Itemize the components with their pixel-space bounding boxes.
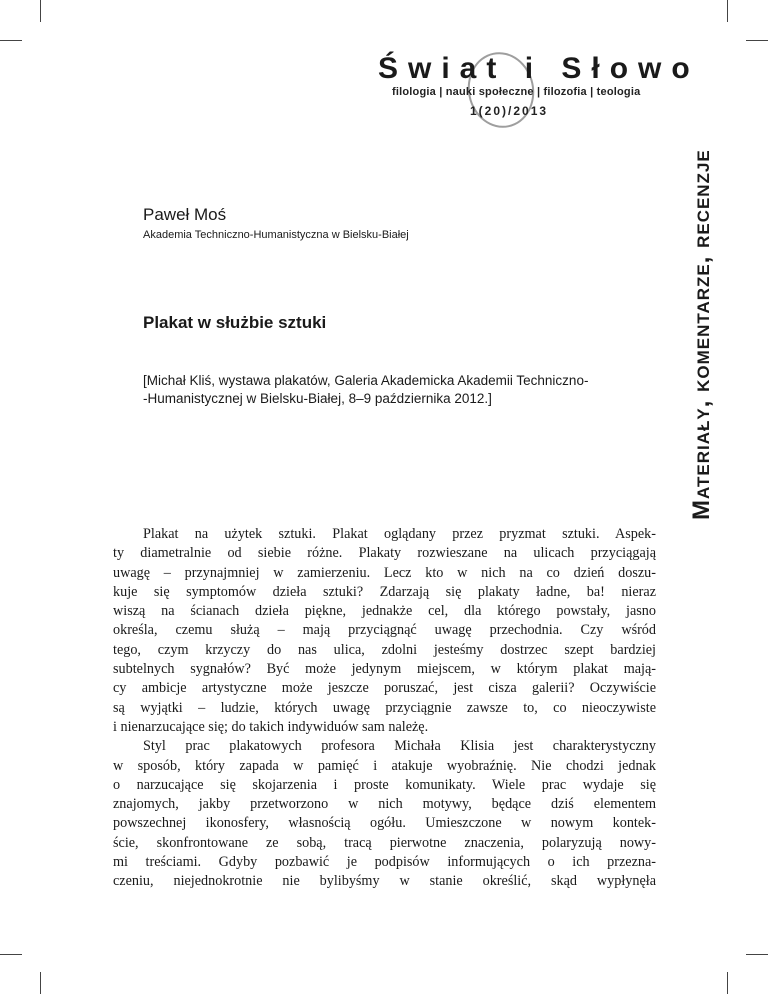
- paragraph-line: [113, 718, 656, 737]
- line-text: kuje się symptomów dzieła sztuki? Zdarzają się plakaty ładne, ba! nieraz: [113, 583, 656, 600]
- line-text: wiszą na ścianach dzieła piękne, jednakże cel, dla którego powstały, jasno: [113, 603, 656, 620]
- paragraph-line: [113, 660, 656, 679]
- crop-mark-top-right-v: [727, 0, 728, 22]
- line-text: o narzucające się skojarzenia i proste komunikaty. Wiele prac wydaje się: [113, 776, 656, 793]
- crop-mark-top-left-v: [40, 0, 41, 22]
- paragraph-line: [113, 544, 656, 563]
- paragraph-line: [113, 776, 656, 795]
- crop-mark-top-left-h: [0, 40, 22, 41]
- line-text: w sposób, który zapada w pamięć i atakuje wyobraźnię. Nie chodzi jednak: [113, 757, 656, 774]
- note-line: [Michał Kliś, wystawa plakatów, Galeria Akademicka Akademii Techniczno-: [143, 373, 589, 388]
- line-text: mi treściami. Gdyby pozbawić je podpisów informujących o ich przezna-: [113, 854, 656, 871]
- paragraph-line: [113, 525, 656, 544]
- line-text: powszechnej ikonosfery, własnością ogółu. Umieszczone w nowym kontek-: [113, 815, 656, 832]
- paragraph-line: [113, 699, 656, 718]
- article-note: [143, 372, 663, 408]
- line-text: Plakat na użytek sztuki. Plakat oglądany przez pryzmat sztuki. Aspek-: [143, 526, 656, 542]
- journal-subtitle: filologia | nauki społeczne | filozofia | teologia: [392, 86, 641, 98]
- author-affiliation: Akademia Techniczno-Humanistyczna w Bielsku-Białej: [143, 229, 409, 241]
- author-name: Paweł Moś: [143, 205, 227, 224]
- line-text: cy ambicje artystyczne może jeszcze poruszać, jest cisza galerii? Oczywiście: [113, 680, 656, 697]
- paragraph-line: [113, 679, 656, 698]
- line-text: są wyjątki – ludzie, których uwagę przyciągnie zawsze to, co nieoczywiste: [113, 699, 656, 716]
- line-text: znajomych, jakby przetworzono w nich motywy, będące dziś elementem: [113, 796, 656, 813]
- paragraph-line: [113, 621, 656, 640]
- paragraph-line: [113, 872, 656, 891]
- section-title: Materiały, komentarze, recenzje: [688, 149, 715, 520]
- paragraph-line: [113, 737, 656, 756]
- crop-mark-bottom-left-h: [0, 954, 22, 955]
- paragraph-line: [113, 814, 656, 833]
- crop-mark-bottom-right-v: [727, 972, 728, 994]
- article-body: [113, 525, 656, 892]
- paragraph-line: [113, 583, 656, 602]
- paragraph-line: [113, 564, 656, 583]
- crop-mark-bottom-left-v: [40, 972, 41, 994]
- line-text: Styl prac plakatowych profesora Michała Klisia jest charakterystyczny: [143, 738, 656, 755]
- paragraph-line: [113, 757, 656, 776]
- note-line: -Humanistycznej w Bielsku-Białej, 8–9 października 2012.]: [143, 391, 492, 406]
- paragraph-line: [113, 834, 656, 853]
- line-text: uwagę – przynajmniej w zamierzeniu. Lecz kto w nich na co dzień doszu-: [113, 564, 656, 581]
- journal-issue: 1(20)/2013: [470, 104, 549, 118]
- paragraph-line: [113, 602, 656, 621]
- line-text: czeniu, niejednokrotnie nie bylibyśmy w stanie określić, skąd wypłynęła: [113, 873, 656, 890]
- paragraph-line: [113, 853, 656, 872]
- line-text: ty diametralnie od siebie różne. Plakaty rozwieszane na ulicach przyciągają: [113, 545, 656, 562]
- line-text: określa, czemu służą – mają przyciągnąć uwagę przechodnia. Czy wśród: [113, 622, 656, 639]
- line-text: subtelnych sygnałów? Być może jedynym miejscem, w którym plakat mają-: [113, 661, 656, 678]
- paragraph-line: [113, 795, 656, 814]
- journal-title: Świat i Słowo: [378, 52, 700, 85]
- crop-mark-top-right-h: [746, 40, 768, 41]
- paragraph-line: [113, 641, 656, 660]
- article-title: Plakat w służbie sztuki: [143, 313, 327, 332]
- line-text: ście, skonfrontowane ze sobą, tracą pierwotne znaczenia, polaryzują nowy-: [113, 834, 656, 851]
- line-text: tego, czym krzyczy do nas ulica, zdolni jesteśmy dostrzec szept bardziej: [113, 641, 656, 658]
- crop-mark-bottom-right-h: [746, 954, 768, 955]
- line-text: i nienarzucające się; do takich indywiduów sam należę.: [113, 718, 429, 735]
